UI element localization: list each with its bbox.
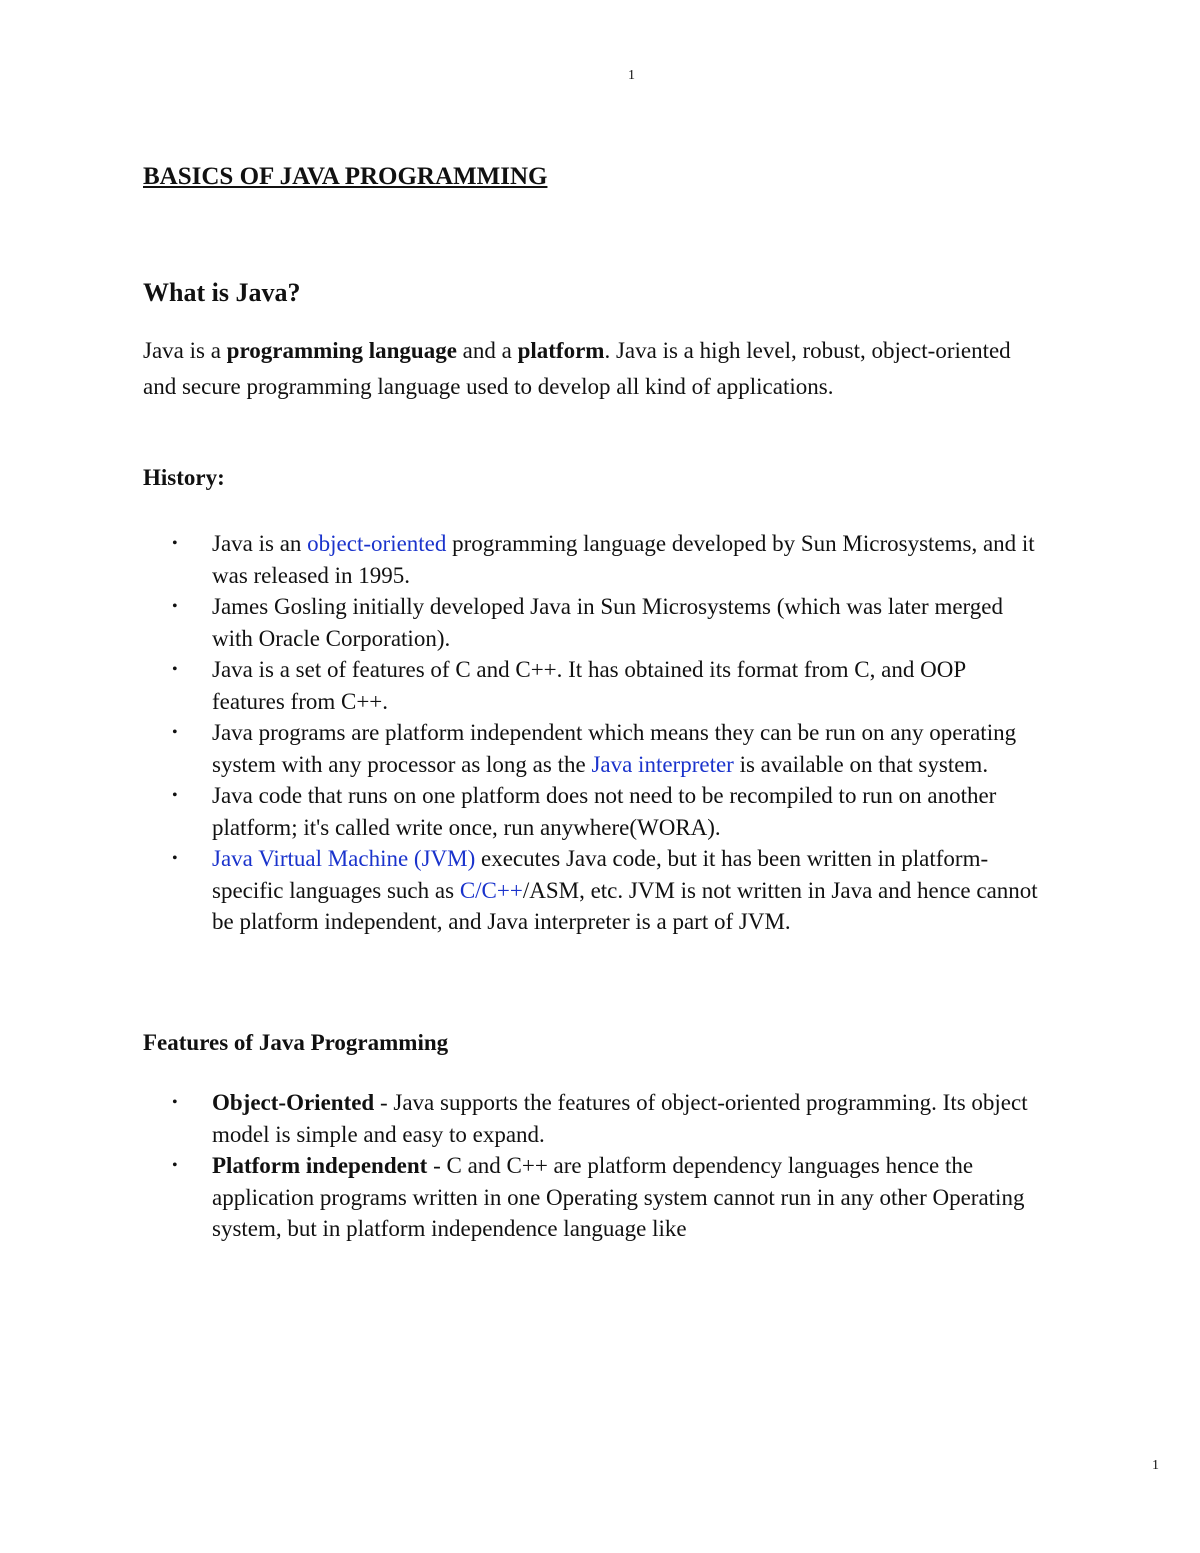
intro-bold-programming-language: programming language — [226, 338, 457, 363]
bullet-icon: • — [172, 850, 178, 867]
history-item-text: James Gosling initially developed Java in Sun Microsystems (which was later merged with Oracle Corporation). — [212, 594, 1004, 651]
feature-item-title: Object-Oriented — [212, 1090, 375, 1115]
feature-item-title: Platform independent — [212, 1153, 428, 1178]
feature-item — [143, 1150, 1043, 1245]
history-item-text: Java programs are platform independent which means they can be run on any operating system with any processor as long as the — [212, 720, 1017, 777]
history-item-text: Java is an — [212, 531, 308, 556]
history-item-text: executes Java code, but it has been written in platform-specific languages such as — [212, 846, 989, 903]
history-item — [143, 591, 1043, 654]
feature-item-text: - Java supports the features of object-oriented programming. Its object model is simple and easy to expand. — [212, 1090, 1028, 1147]
intro-text-2: and a — [456, 338, 518, 363]
link-c-cpp[interactable]: C/C++ — [459, 877, 523, 903]
history-item-text: /ASM, etc. JVM is not written in Java and hence cannot be platform independent, and Java interpreter is a part of JVM. — [212, 877, 1038, 934]
page-number-top: 1 — [628, 68, 635, 83]
intro-text-1: Java is a — [143, 338, 227, 363]
history-list — [143, 528, 1043, 938]
feature-item-text: - C and C++ are platform dependency languages hence the application programs written in one Operating system cannot run in any other Operating system, but in platform independence language like — [212, 1153, 1025, 1241]
history-item-text: Java is a set of features of C and C++. It has obtained its format from C, and OOP features from C++. — [212, 657, 966, 714]
intro-paragraph — [143, 333, 1043, 405]
section-heading-what-is-java: What is Java? — [143, 278, 301, 307]
link-java-interpreter[interactable]: Java interpreter — [591, 751, 734, 777]
history-item — [143, 843, 1043, 938]
intro-text-3: . Java is a high level, robust, object-oriented and secure programming language used to develop all kind of applications. — [143, 338, 1011, 399]
link-object-oriented[interactable]: object-oriented — [307, 531, 447, 556]
intro-bold-platform: platform — [517, 338, 605, 363]
document-title: BASICS OF JAVA PROGRAMMING — [143, 163, 548, 190]
history-item — [143, 780, 1043, 843]
history-item — [143, 654, 1043, 717]
history-item — [143, 717, 1043, 780]
bullet-icon: • — [172, 724, 178, 741]
history-item-text: programming language developed by Sun Microsystems, and it was released in 1995. — [212, 531, 1035, 588]
page-number-bottom: 1 — [1152, 1458, 1159, 1473]
bullet-icon: • — [172, 787, 178, 804]
bullet-icon: • — [172, 1094, 178, 1111]
section-heading-history: History: — [143, 465, 225, 490]
history-item-text: Java code that runs on one platform does not need to be recompiled to run on another platform; it's called write once, run anywhere(WORA). — [212, 783, 997, 840]
features-list — [143, 1087, 1043, 1245]
bullet-icon: • — [172, 661, 178, 678]
bullet-icon: • — [172, 598, 178, 615]
history-item-text: is available on that system. — [733, 751, 989, 777]
history-item — [143, 528, 1043, 591]
bullet-icon: • — [172, 1157, 178, 1174]
link-java-virtual-machine[interactable]: Java Virtual Machine (JVM) — [212, 846, 476, 871]
section-heading-features: Features of Java Programming — [143, 1030, 449, 1055]
feature-item — [143, 1087, 1043, 1150]
bullet-icon: • — [172, 535, 178, 552]
